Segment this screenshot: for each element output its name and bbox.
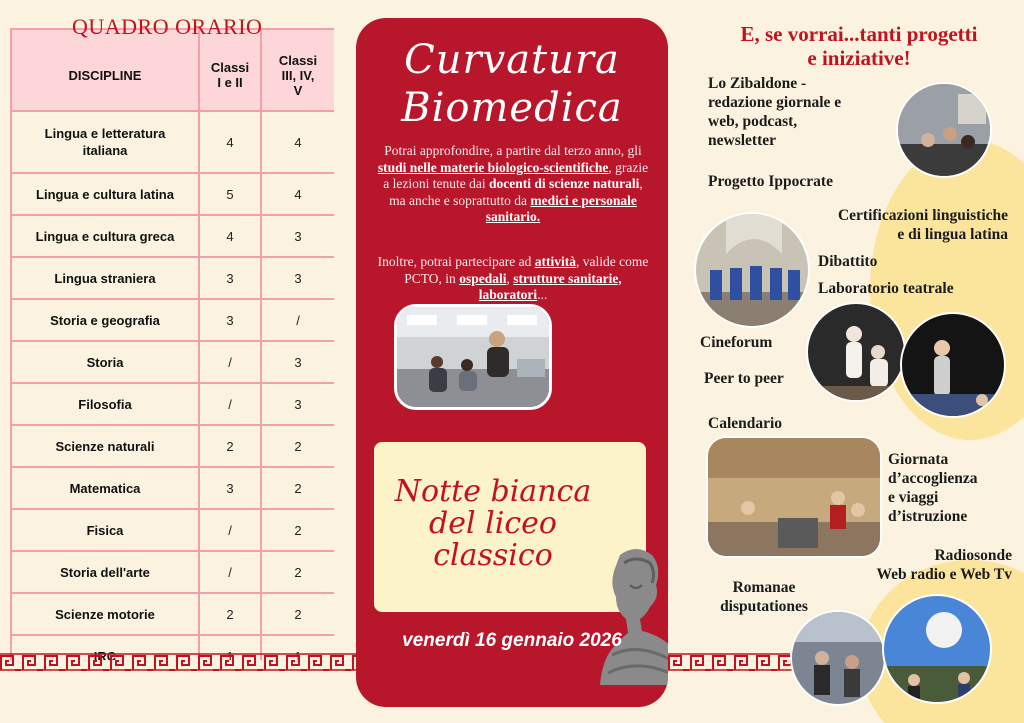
subject-cell: Lingua e cultura latina bbox=[11, 173, 199, 215]
highlight: studi nelle materie biologico-scientifiche bbox=[377, 159, 609, 175]
text: , valide come PCTO, in bbox=[404, 254, 649, 286]
hours-3-5: 2 bbox=[261, 551, 334, 593]
highlight: ospedali bbox=[459, 270, 507, 286]
project-dibattito: Dibattito bbox=[818, 253, 878, 270]
header-label: III, IV, bbox=[281, 67, 315, 83]
table-header-row bbox=[11, 29, 334, 111]
table-row bbox=[11, 551, 334, 593]
title-line: Notte bianca bbox=[394, 474, 592, 509]
hours-3-5: 2 bbox=[261, 593, 334, 635]
zibaldone-photo bbox=[896, 82, 992, 178]
header-label: Classi bbox=[210, 60, 250, 75]
hours-3-5: 2 bbox=[261, 467, 334, 509]
header-label: I e II bbox=[217, 75, 243, 90]
radiosonde-photo bbox=[882, 594, 992, 704]
project-laboratorio-teatrale: Laboratorio teatrale bbox=[818, 280, 954, 297]
certificazioni-photo bbox=[694, 212, 810, 328]
item-line: Certificazioni linguistiche bbox=[837, 207, 1008, 224]
hours-1-2: 3 bbox=[199, 467, 261, 509]
title-line: E, se vorrai...tanti progetti bbox=[740, 22, 978, 46]
projects-title bbox=[700, 22, 1018, 70]
item-line: e di lingua latina bbox=[897, 226, 1008, 243]
apollo-bust-icon bbox=[590, 545, 668, 695]
project-calendario: Calendario bbox=[708, 415, 783, 432]
schedule-table-container bbox=[10, 28, 334, 660]
header-classi-3-5 bbox=[261, 29, 334, 111]
item-line: newsletter bbox=[708, 132, 776, 149]
notte-bianca-title bbox=[388, 476, 598, 572]
table-row bbox=[11, 383, 334, 425]
teatro-photo-1 bbox=[806, 302, 906, 402]
subject-cell: Lingua e cultura greca bbox=[11, 215, 199, 257]
teatro-photo-2 bbox=[900, 312, 1006, 418]
hours-1-2: 2 bbox=[199, 425, 261, 467]
biomedica-title bbox=[356, 36, 668, 132]
item-line: disputationes bbox=[720, 598, 808, 615]
item-line: Lo Zibaldone - bbox=[708, 75, 807, 92]
subject-cell: Lingua straniera bbox=[11, 257, 199, 299]
text: Inoltre, potrai partecipare ad bbox=[377, 254, 535, 269]
hours-3-5: 3 bbox=[261, 341, 334, 383]
hours-3-5: 4 bbox=[261, 111, 334, 173]
table-row bbox=[11, 215, 334, 257]
hours-1-2: 4 bbox=[199, 215, 261, 257]
project-ippocrate: Progetto Ippocrate bbox=[708, 173, 833, 190]
hours-3-5: 4 bbox=[261, 173, 334, 215]
project-peer-to-peer: Peer to peer bbox=[704, 370, 784, 387]
project-cineforum: Cineforum bbox=[700, 334, 773, 351]
table-row bbox=[11, 173, 334, 215]
table-row bbox=[11, 299, 334, 341]
title-line: e iniziative! bbox=[807, 46, 911, 70]
table-row bbox=[11, 509, 334, 551]
schedule-title: QUADRO ORARIO bbox=[72, 14, 263, 39]
subject-cell bbox=[11, 111, 199, 173]
subject-cell: Storia dell'arte bbox=[11, 551, 199, 593]
hours-1-2: 4 bbox=[199, 111, 261, 173]
text: Potrai approfondire, a partire dal terzo anno, gli bbox=[384, 143, 642, 158]
biomedica-paragraph-2 bbox=[376, 254, 650, 304]
subject-cell: Storia bbox=[11, 341, 199, 383]
project-certificazioni bbox=[784, 206, 1008, 244]
biomedica-panel bbox=[356, 18, 668, 707]
title-line: Curvatura bbox=[404, 37, 620, 83]
header-classi-1-2 bbox=[199, 29, 261, 111]
table-row bbox=[11, 341, 334, 383]
hours-1-2: / bbox=[199, 341, 261, 383]
text: , bbox=[506, 270, 514, 286]
highlight: medici e personale sanitario. bbox=[485, 192, 637, 224]
table-row bbox=[11, 257, 334, 299]
title-line: del liceo bbox=[429, 506, 557, 541]
hours-3-5: 3 bbox=[261, 383, 334, 425]
subject-cell: Matematica bbox=[11, 467, 199, 509]
hours-1-2: 2 bbox=[199, 593, 261, 635]
subject-line: Lingua e letteratura bbox=[44, 126, 166, 141]
text: ... bbox=[537, 287, 548, 302]
project-giornata-accoglienza bbox=[888, 450, 978, 526]
item-line: d’accoglienza bbox=[888, 470, 978, 487]
item-line: Radiosonde bbox=[934, 547, 1012, 564]
romanae-photo bbox=[790, 610, 886, 706]
subject-cell: Fisica bbox=[11, 509, 199, 551]
item-line: web, podcast, bbox=[708, 113, 798, 130]
item-line: Romanae bbox=[732, 579, 796, 596]
highlight: strutture sanitarie, laboratori bbox=[478, 270, 622, 302]
title-line: Biomedica bbox=[401, 85, 623, 131]
project-romanae-disputationes bbox=[704, 578, 824, 616]
header-subject: DISCIPLINE bbox=[11, 29, 199, 111]
header-label: Classi bbox=[278, 52, 318, 68]
subject-line: italiana bbox=[82, 143, 128, 158]
table-row bbox=[11, 467, 334, 509]
hours-3-5: 3 bbox=[261, 215, 334, 257]
text: , grazie a lezioni tenute dai bbox=[383, 159, 649, 191]
hours-1-2: 3 bbox=[199, 299, 261, 341]
table-row bbox=[11, 425, 334, 467]
table-row bbox=[11, 593, 334, 635]
hours-3-5: 2 bbox=[261, 509, 334, 551]
hours-1-2: 3 bbox=[199, 257, 261, 299]
text: , ma anche e soprattutto da bbox=[389, 176, 643, 208]
subject-cell: Filosofia bbox=[11, 383, 199, 425]
item-line: redazione giornale e bbox=[708, 94, 842, 111]
notte-bianca-date: venerdì 16 gennaio 2026 bbox=[402, 630, 622, 651]
giornata-photo bbox=[706, 436, 882, 558]
item-line: e viaggi bbox=[888, 489, 939, 506]
greek-key-border-left bbox=[0, 653, 356, 671]
item-line: Giornata bbox=[888, 451, 949, 468]
hours-1-2: / bbox=[199, 551, 261, 593]
hours-1-2: / bbox=[199, 509, 261, 551]
schedule-table bbox=[10, 28, 334, 660]
biomedica-paragraph-1 bbox=[376, 143, 650, 226]
hours-1-2: 5 bbox=[199, 173, 261, 215]
title-line: classico bbox=[433, 538, 553, 573]
subject-cell: Storia e geografia bbox=[11, 299, 199, 341]
highlight: docenti di scienze naturali bbox=[488, 176, 640, 191]
hours-3-5: / bbox=[261, 299, 334, 341]
subject-cell: Scienze motorie bbox=[11, 593, 199, 635]
hours-3-5: 2 bbox=[261, 425, 334, 467]
highlight: attività bbox=[534, 254, 576, 269]
header-label: V bbox=[293, 82, 303, 98]
hours-1-2: / bbox=[199, 383, 261, 425]
table-row bbox=[11, 111, 334, 173]
item-line: Web radio e Web Tv bbox=[876, 566, 1012, 583]
item-line: d’istruzione bbox=[888, 508, 968, 525]
lab-photo bbox=[394, 304, 552, 410]
subject-cell: Scienze naturali bbox=[11, 425, 199, 467]
project-zibaldone bbox=[708, 74, 841, 150]
hours-3-5: 3 bbox=[261, 257, 334, 299]
